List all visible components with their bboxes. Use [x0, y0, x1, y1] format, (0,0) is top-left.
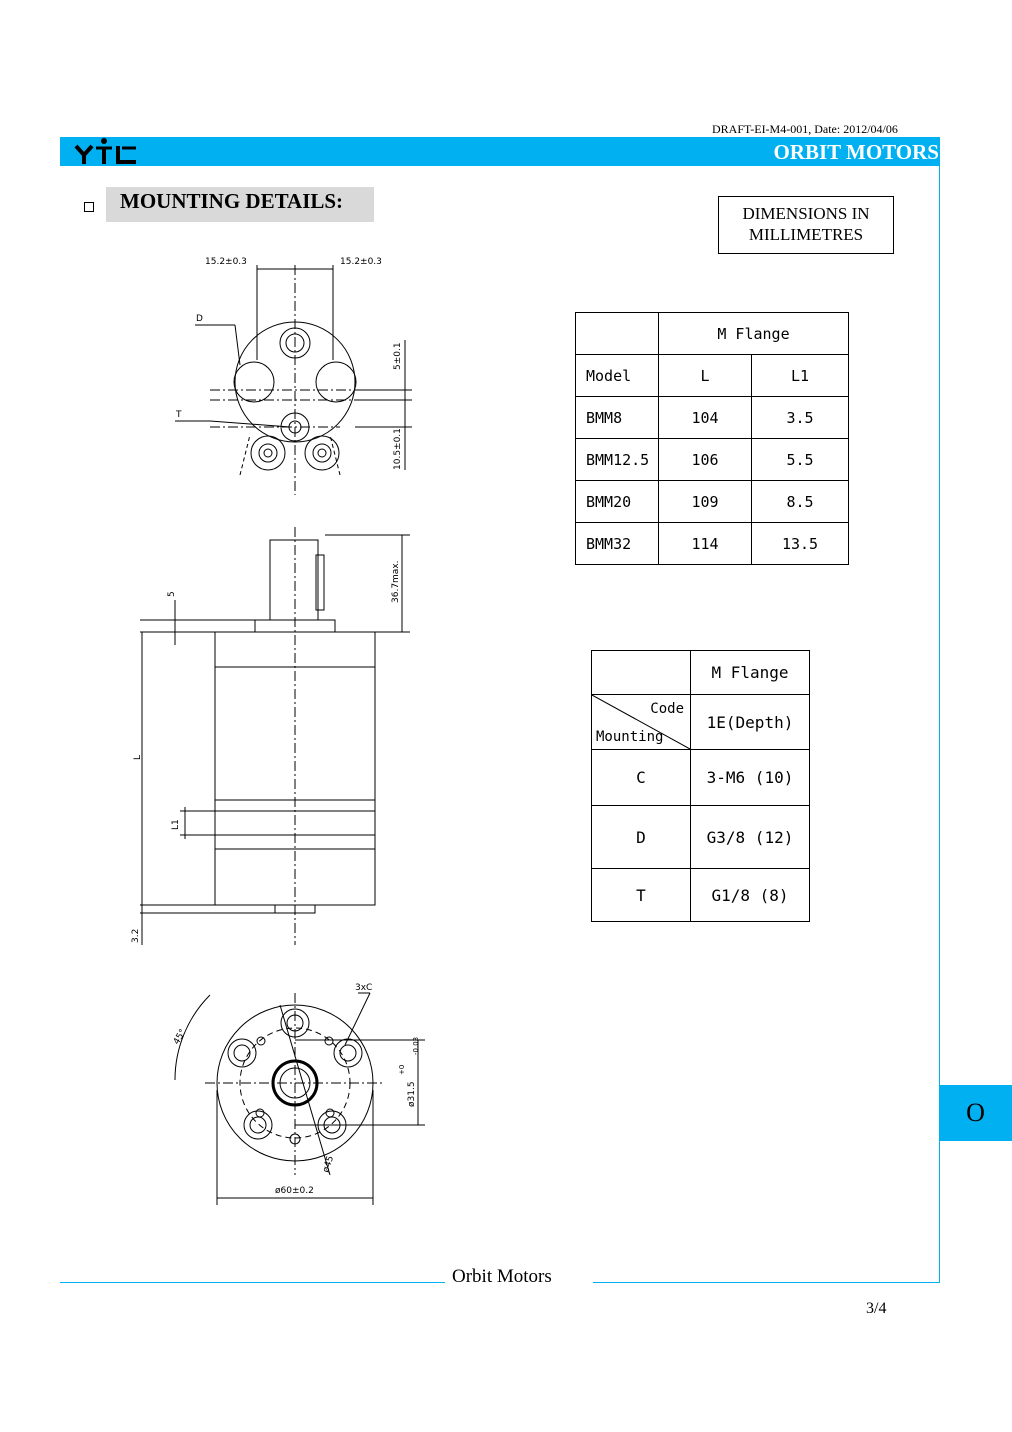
page-title: ORBIT MOTORS — [773, 140, 939, 164]
side-view — [140, 527, 410, 945]
pilot-tol-upper: +0 — [398, 1064, 406, 1075]
table1-col-l: L — [659, 355, 752, 397]
side-tab: O — [939, 1085, 1012, 1141]
table1-col-l1: L1 — [752, 355, 849, 397]
section-title: MOUNTING DETAILS: — [106, 187, 374, 222]
pilot-tol-lower: -0.03 — [412, 1036, 420, 1055]
dim-label-left: 15.2±0.3 — [205, 257, 247, 267]
port-t-label: T — [176, 410, 182, 420]
bolt-circle-label: ø45 — [321, 1154, 337, 1174]
table-row: D G3/8 (12) — [592, 806, 810, 869]
outer-dim-label: ø60±0.2 — [275, 1186, 314, 1196]
table-row: BMM32 114 13.5 — [576, 523, 849, 565]
table2-group-header: M Flange — [691, 651, 810, 695]
dim-label-right: 15.2±0.3 — [340, 257, 382, 267]
document-reference: DRAFT-EI-M4-001, Date: 2012/04/06 — [712, 122, 898, 136]
dim-label-vert-1: 5±0.1 — [393, 342, 403, 370]
front-view — [175, 993, 425, 1205]
model-dimensions-table — [575, 312, 849, 565]
footer-divider-right — [593, 1282, 940, 1283]
top-view — [175, 265, 412, 495]
table1-col-model: Model — [576, 355, 659, 397]
mounting-code-table — [591, 650, 810, 922]
pilot-dim-label: ø31.5 — [407, 1081, 417, 1107]
dim-label-l: L — [133, 754, 143, 760]
dim-label-vert-2: 10.5±0.1 — [393, 428, 403, 470]
dim-label-5: 5 — [167, 591, 177, 597]
dim-label-max: 36.7max. — [391, 560, 401, 603]
table-row: BMM12.5 106 5.5 — [576, 439, 849, 481]
mounting-drawing — [100, 245, 440, 1215]
footer-divider-left — [60, 1282, 445, 1283]
table-row: T G1/8 (8) — [592, 869, 810, 922]
dim-label-32: 3.2 — [131, 928, 141, 943]
holes-label: 3xC — [355, 983, 373, 993]
footer-title: Orbit Motors — [452, 1266, 552, 1287]
dimensions-note: DIMENSIONS IN MILLIMETRES — [718, 196, 894, 254]
square-bullet-icon — [84, 202, 94, 212]
dim-label-l1: L1 — [171, 819, 181, 830]
table2-diagonal-header: Code Mounting — [592, 695, 691, 750]
port-d-label: D — [196, 314, 203, 324]
page-number: 3/4 — [866, 1300, 887, 1317]
table-row: C 3-M6 (10) — [592, 750, 810, 806]
table2-code-header: 1E(Depth) — [691, 695, 810, 750]
table-row: BMM20 109 8.5 — [576, 481, 849, 523]
table-row: BMM8 104 3.5 — [576, 397, 849, 439]
angle-label: 45° — [171, 1027, 189, 1047]
table1-group-header: M Flange — [659, 313, 849, 355]
